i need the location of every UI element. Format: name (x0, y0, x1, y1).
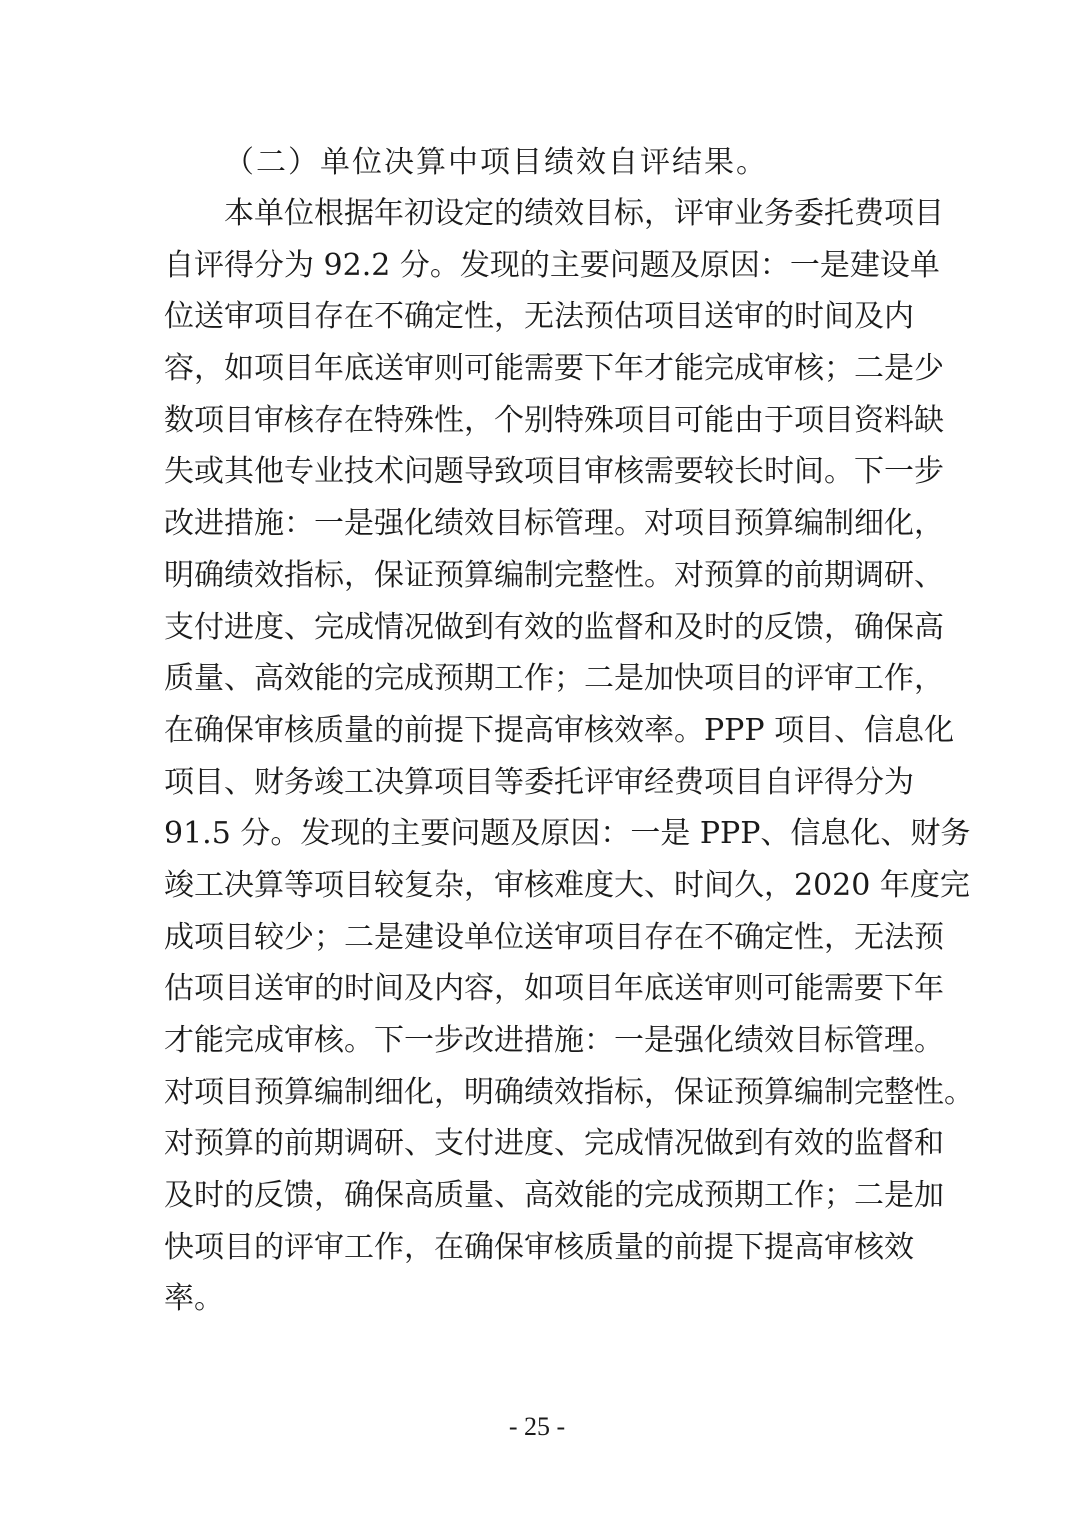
body-line: 对项目预算编制细化，明确绩效指标，保证预算编制完整性。 (164, 1074, 974, 1110)
body-line: 在确保审核质量的前提下提高审核效率。PPP 项目、信息化 (164, 712, 955, 748)
section-heading: （二）单位决算中项目绩效自评结果。 (224, 145, 768, 180)
body-line: 竣工决算等项目较复杂，审核难度大、时间久，2020 年度完 (164, 867, 970, 903)
body-line: 失或其他专业技术问题导致项目审核需要较长时间。下一步 (164, 454, 944, 490)
body-line: 数项目审核存在特殊性，个别特殊项目可能由于项目资料缺 (164, 402, 944, 438)
body-line: 才能完成审核。下一步改进措施：一是强化绩效目标管理。 (164, 1023, 944, 1058)
document-body (164, 137, 974, 1325)
body-line: 快项目的评审工作，在确保审核质量的前提下提高审核效 (164, 1229, 914, 1265)
body-line: 对预算的前期调研、支付进度、完成情况做到有效的监督和 (164, 1126, 944, 1162)
body-line: 及时的反馈，确保高质量、高效能的完成预期工作；二是加 (164, 1178, 944, 1214)
page-number: - 25 - (508, 1412, 566, 1441)
body-line: 估项目送审的时间及内容，如项目年底送审则可能需要下年 (164, 971, 944, 1007)
body-line: 容，如项目年底送审则可能需要下年才能完成审核；二是少 (164, 351, 944, 387)
body-line: 自评得分为 92.2 分。发现的主要问题及原因：一是建设单 (164, 247, 940, 283)
body-line: 91.5 分。发现的主要问题及原因：一是 PPP、信息化、财务 (164, 816, 971, 852)
body-line: 质量、高效能的完成预期工作；二是加快项目的评审工作， (164, 661, 944, 697)
body-line: 成项目较少；二是建设单位送审项目存在不确定性，无法预 (164, 919, 944, 955)
body-line: 改进措施：一是强化绩效目标管理。对项目预算编制细化， (164, 506, 944, 542)
body-line: 位送审项目存在不确定性，无法预估项目送审的时间及内 (164, 299, 914, 335)
body-line: 率。 (164, 1281, 224, 1317)
body-line: 明确绩效指标，保证预算编制完整性。对预算的前期调研、 (164, 557, 944, 593)
body-line: 本单位根据年初设定的绩效目标，评审业务委托费项目 (224, 196, 944, 231)
body-line: 支付进度、完成情况做到有效的监督和及时的反馈，确保高 (164, 609, 944, 645)
body-line: 项目、财务竣工决算项目等委托评审经费项目自评得分为 (164, 764, 914, 800)
